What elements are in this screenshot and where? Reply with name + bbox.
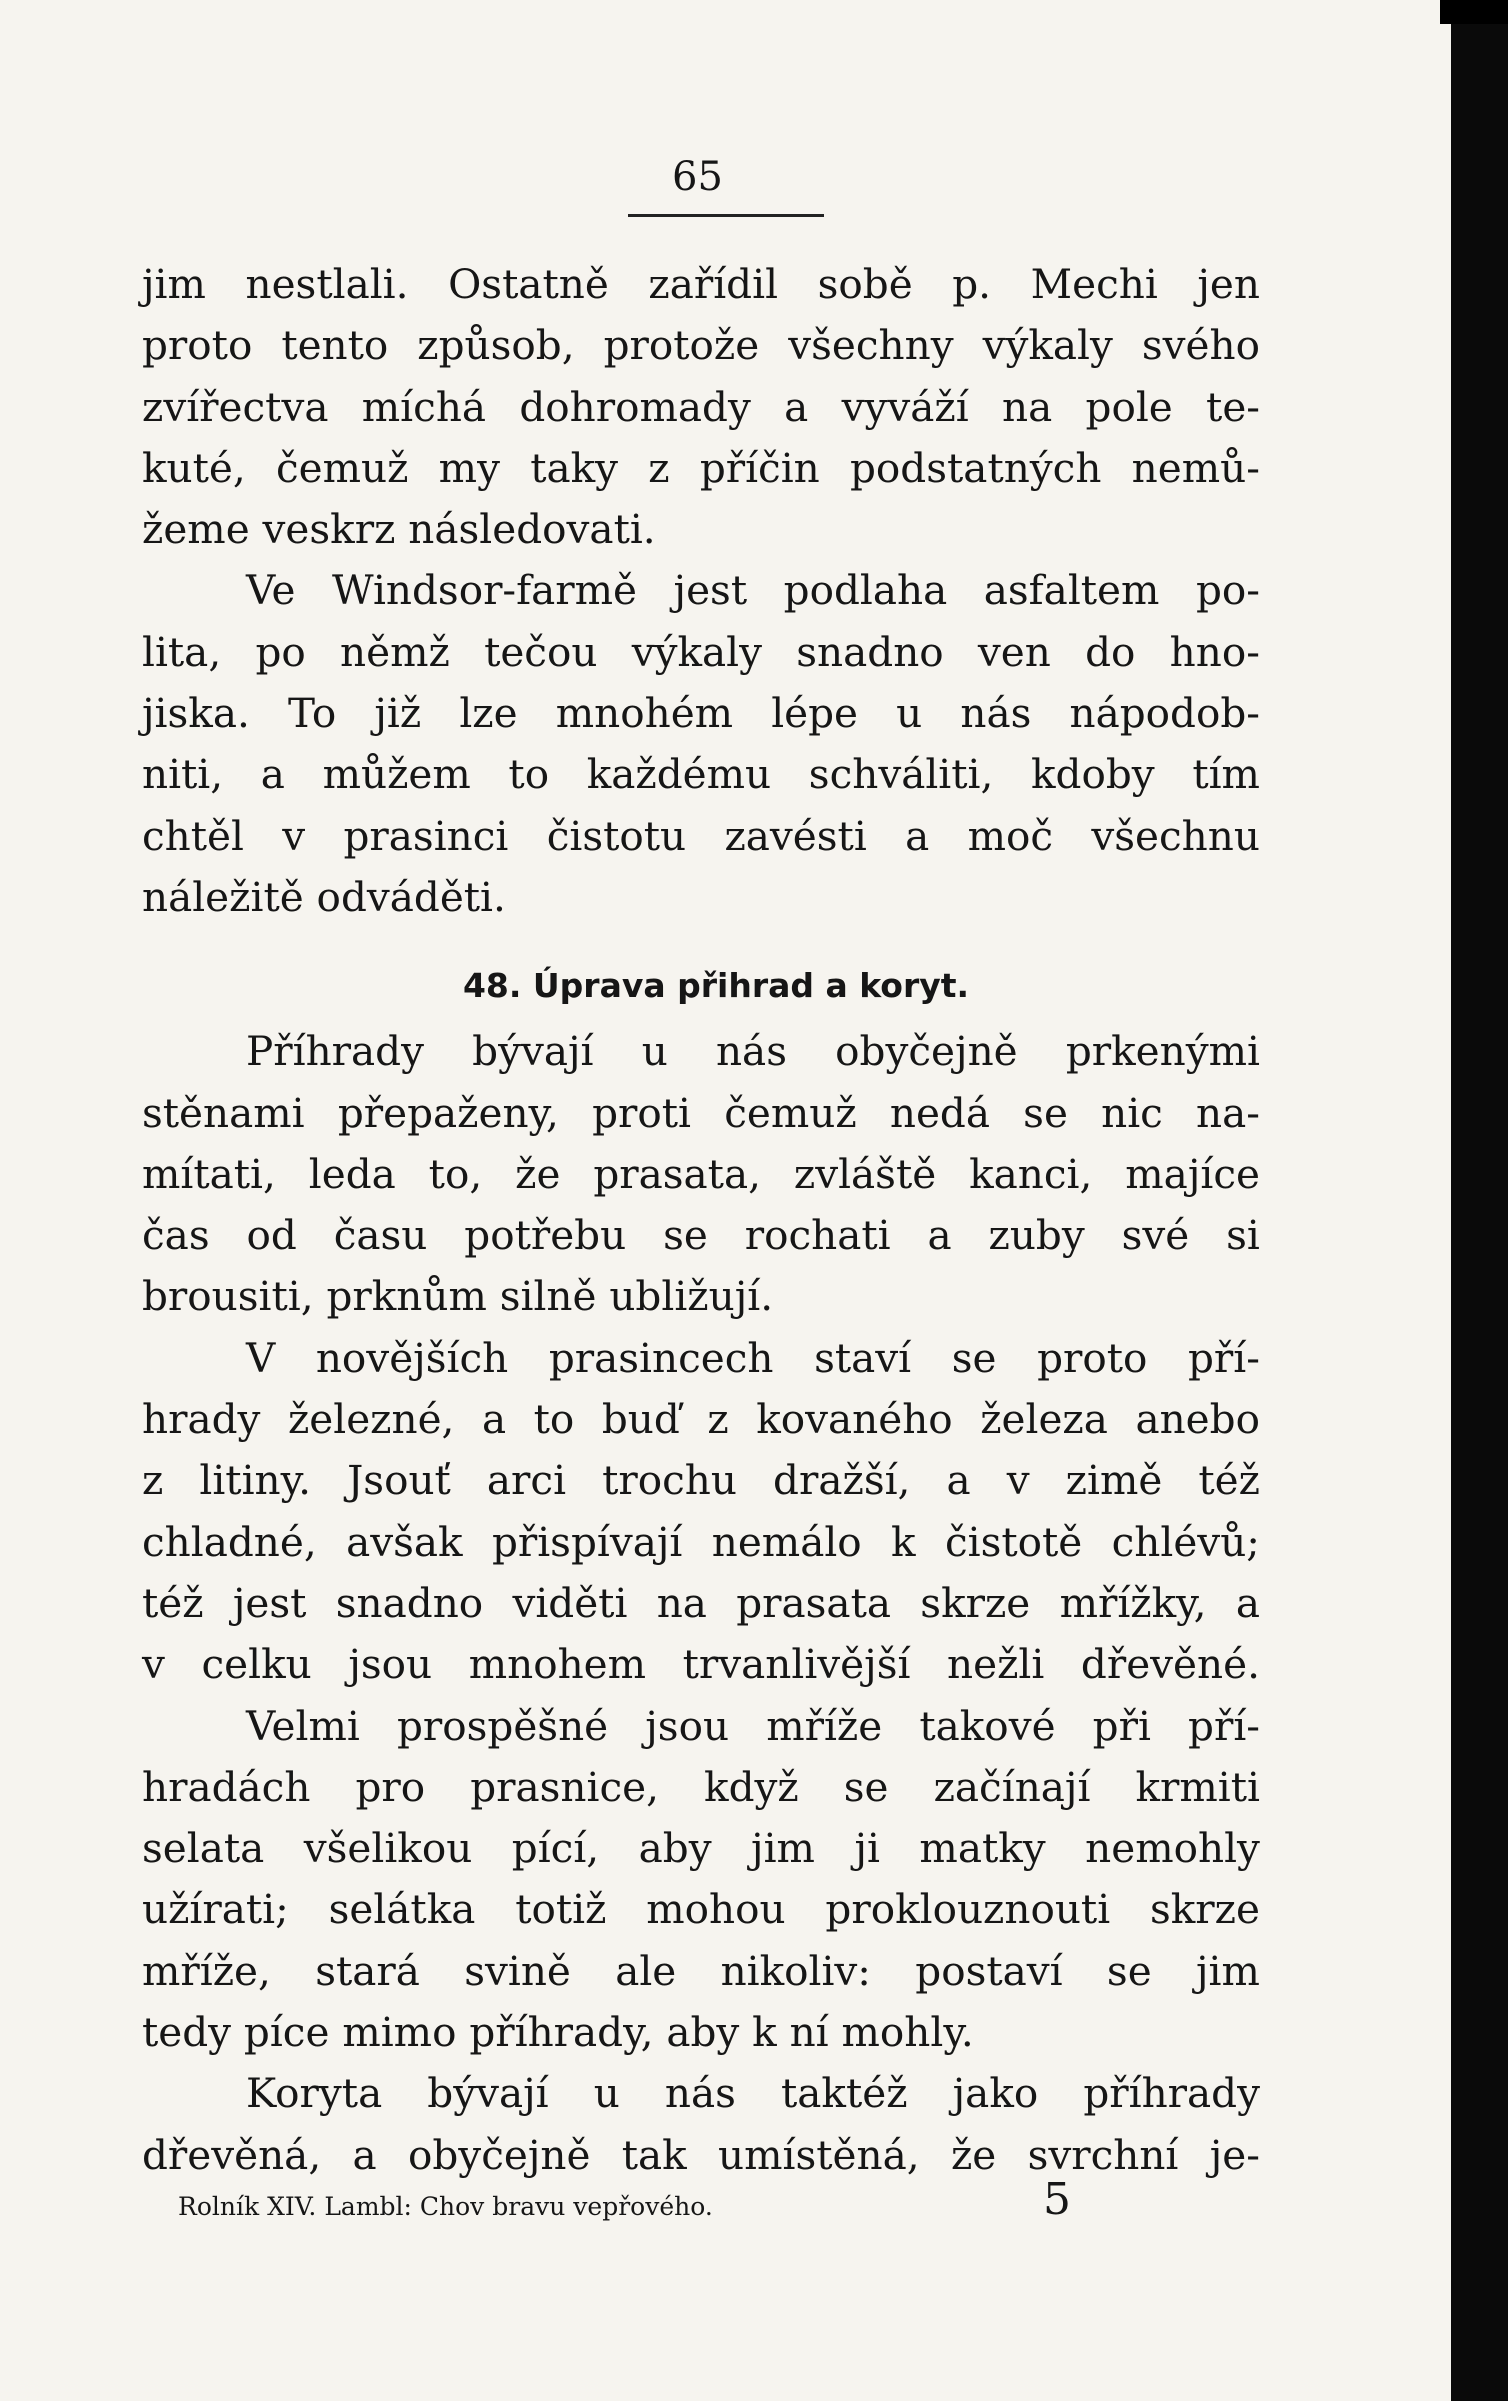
text-line (142, 1818, 1260, 1879)
word: stará (315, 1946, 420, 1995)
word: zavésti (724, 811, 867, 860)
word: Windsor-farmě (332, 566, 637, 615)
signature-mark: 5 (1043, 2174, 1071, 2225)
word: nás (960, 689, 1032, 738)
word: proto (142, 321, 253, 370)
paragraph (142, 2063, 1260, 2186)
word: umístěná, (718, 2130, 920, 2179)
word: nápodob- (1069, 689, 1260, 738)
text-line: tedy píce mimo příhrady, aby k ní mohly. (142, 2008, 974, 2057)
word: můžem (322, 750, 471, 799)
text-line (142, 1328, 1260, 1389)
word: zařídil (648, 260, 779, 308)
word: a (927, 1211, 952, 1260)
text-line (142, 622, 1260, 683)
word: všelikou (303, 1824, 473, 1873)
word: niti, (142, 750, 224, 799)
word: jen (1197, 260, 1260, 308)
word: p. (952, 260, 992, 308)
text-line (142, 806, 1260, 867)
word: příčin (699, 443, 820, 492)
word: po (255, 627, 306, 676)
word: Ostatně (448, 260, 609, 308)
word: sobě (817, 260, 913, 308)
word: se (951, 1333, 997, 1382)
word: dohromady (519, 382, 751, 431)
word: to (508, 750, 550, 799)
word: pící, (511, 1824, 600, 1873)
word: snadno (335, 1578, 484, 1627)
word: výkaly (982, 321, 1113, 370)
word: ji (854, 1824, 880, 1873)
word: obyčejně (835, 1027, 1018, 1076)
word: mříže, (142, 1946, 271, 1995)
word: zvířectva (142, 382, 329, 431)
word: též (1198, 1456, 1260, 1505)
word: lépe (771, 689, 859, 738)
text-line (142, 315, 1260, 376)
word: když (704, 1762, 799, 1811)
text-line (142, 1512, 1260, 1573)
word: asfaltem (983, 566, 1160, 615)
word: se (663, 1211, 708, 1260)
word: avšak (346, 1517, 463, 1566)
word: a (481, 1395, 507, 1444)
word: Ve (246, 566, 296, 615)
text-line: žeme veskrz následovati. (142, 505, 656, 554)
word: kdoby (1031, 750, 1155, 799)
word: se (1023, 1088, 1068, 1137)
word: v (142, 1640, 165, 1689)
word: prasincech (548, 1333, 774, 1382)
word: jest (232, 1578, 307, 1627)
word: že (950, 2130, 997, 2179)
word: potřebu (464, 1211, 627, 1260)
word: Velmi (246, 1701, 360, 1750)
word: bývají (472, 1027, 594, 1076)
word: vyváží (841, 382, 969, 431)
word: na- (1196, 1088, 1260, 1137)
page-number: 65 (672, 154, 723, 200)
word: bývají (427, 2069, 549, 2118)
word: pole (1085, 382, 1173, 431)
text-line (142, 1696, 1260, 1757)
text-line (142, 1879, 1260, 1940)
word: v (282, 811, 306, 860)
text-line (142, 1634, 1260, 1695)
text-line (142, 377, 1260, 438)
text-line (142, 1450, 1260, 1511)
word: u (593, 2069, 620, 2118)
word: proklouznouti (825, 1885, 1111, 1934)
word: jsou (645, 1701, 730, 1750)
word: nedá (889, 1088, 990, 1137)
word: chladné, (142, 1517, 317, 1566)
text-line (142, 560, 1260, 621)
word: užírati; (142, 1885, 289, 1934)
word: přepaženy, (337, 1088, 559, 1137)
word: se (843, 1762, 889, 1811)
word: čistotu (546, 811, 687, 860)
word: a (784, 382, 809, 431)
word: prasata, (593, 1149, 761, 1198)
word: mnohem (468, 1640, 647, 1689)
word: od (246, 1211, 297, 1260)
word: chlévů; (1111, 1517, 1260, 1566)
word: viděti (512, 1578, 628, 1627)
word: u (641, 1027, 668, 1076)
word: do (1085, 627, 1136, 676)
word: a (260, 750, 285, 799)
word: na (656, 1578, 707, 1627)
word: tečou (484, 627, 598, 676)
word: selátka (328, 1885, 476, 1934)
word: to (533, 1395, 575, 1444)
word: mnohém (555, 689, 734, 738)
word: tím (1192, 750, 1260, 799)
word: jest (673, 566, 748, 615)
text-line: náležitě odváděti. (142, 872, 506, 921)
word: zvláště (793, 1149, 937, 1198)
word: trvanlivější (682, 1640, 911, 1689)
word: výkaly (631, 627, 762, 676)
word: čemuž (724, 1088, 857, 1137)
word: Jsouť (347, 1456, 451, 1505)
word: my (438, 443, 500, 492)
word: zimě (1065, 1456, 1163, 1505)
word: a (352, 2130, 377, 2179)
text-line (142, 1941, 1260, 2002)
word: nemohly (1085, 1824, 1260, 1873)
word: z (142, 1456, 164, 1505)
text-line (142, 1021, 1260, 1082)
word: nás (715, 1027, 787, 1076)
word: lze (459, 689, 518, 738)
word: te- (1206, 382, 1260, 431)
text-line (142, 1205, 1260, 1266)
text-line (142, 1573, 1260, 1634)
word: krmiti (1135, 1762, 1260, 1811)
word: čas (142, 1211, 210, 1260)
scan-corner (1440, 0, 1508, 24)
word: proto (1037, 1333, 1148, 1382)
word: všechny (788, 321, 954, 370)
text-line (142, 1144, 1260, 1205)
text-line (142, 438, 1260, 499)
text-line: brousiti, prknům silně ubližují. (142, 1272, 774, 1321)
word: železa (980, 1395, 1108, 1444)
word: chtěl (142, 811, 244, 860)
word: a (946, 1456, 971, 1505)
word: po- (1195, 566, 1260, 615)
word: nemálo (711, 1517, 862, 1566)
word: matky (919, 1824, 1046, 1873)
word: rochati (744, 1211, 891, 1260)
scan-border (1451, 0, 1508, 2401)
word: To (287, 689, 337, 738)
word: arci (486, 1456, 567, 1505)
word: totiž (515, 1885, 607, 1934)
word: protože (603, 321, 760, 370)
word: k (891, 1517, 916, 1566)
word: jsou (348, 1640, 433, 1689)
word: své (1121, 1211, 1190, 1260)
word: nemů- (1131, 443, 1260, 492)
word: trochu (602, 1456, 737, 1505)
word: prospěšné (396, 1701, 609, 1750)
word: novějších (315, 1333, 509, 1382)
word: anebo (1135, 1395, 1260, 1444)
word: selata (142, 1824, 265, 1873)
word: svrchní (1027, 2130, 1179, 2179)
word: majíce (1125, 1149, 1260, 1198)
word: ale (615, 1946, 677, 1995)
word: hrady (142, 1395, 261, 1444)
word: železné, (287, 1395, 455, 1444)
text-line (142, 1389, 1260, 1450)
word: a (905, 811, 930, 860)
word: jim (142, 260, 206, 308)
paragraph (142, 1021, 1260, 1327)
word: každému (586, 750, 772, 799)
text-line (142, 254, 1260, 315)
word: litiny. (199, 1456, 311, 1505)
paragraph (142, 1328, 1260, 1696)
text-line (142, 683, 1260, 744)
word: to, (428, 1149, 483, 1198)
word: tento (281, 321, 389, 370)
word: míchá (361, 382, 487, 431)
paragraph (142, 1696, 1260, 2064)
word: na (1001, 382, 1053, 431)
word: hno- (1169, 627, 1260, 676)
paragraph (142, 254, 1260, 560)
word: svině (464, 1946, 571, 1995)
word: lita, (142, 627, 222, 676)
word: začínají (933, 1762, 1091, 1811)
text-line (142, 2125, 1260, 2186)
word: jako (952, 2069, 1039, 2118)
word: svého (1141, 321, 1260, 370)
word: že (515, 1149, 561, 1198)
word: obyčejně (408, 2130, 591, 2179)
word: taktéž (780, 2069, 908, 2118)
header-rule (628, 214, 824, 217)
word: si (1226, 1211, 1260, 1260)
word: dražší, (773, 1456, 911, 1505)
word: jim (751, 1824, 815, 1873)
word: nikoliv: (720, 1946, 871, 1995)
word: též (142, 1578, 204, 1627)
word: pro (355, 1762, 426, 1811)
word: dřevěná, (142, 2130, 322, 2179)
word: buď (601, 1395, 680, 1444)
word: Mechi (1030, 260, 1158, 308)
text-line (142, 2063, 1260, 2124)
word: podstatných (850, 443, 1102, 492)
word: se (1106, 1946, 1152, 1995)
running-footer: Rolník XIV. Lambl: Chov bravu vepřového. (178, 2192, 713, 2221)
word: staví (814, 1333, 912, 1382)
word: tak (621, 2130, 687, 2179)
word: z (707, 1395, 729, 1444)
word: kuté, (142, 443, 246, 492)
word: nás (664, 2069, 736, 2118)
word: stěnami (142, 1088, 305, 1137)
word: proti (592, 1088, 691, 1137)
word: času (333, 1211, 428, 1260)
word: čistotě (944, 1517, 1083, 1566)
word: již (374, 689, 422, 738)
word: mítati, (142, 1149, 276, 1198)
word: nestlali. (245, 260, 409, 308)
word: Příhrady (246, 1027, 424, 1076)
word: snadno (796, 627, 944, 676)
word: nic (1101, 1088, 1163, 1137)
word: prkenými (1065, 1027, 1260, 1076)
word: prasnice, (470, 1762, 659, 1811)
word: mřížky, (1059, 1578, 1207, 1627)
word: ven (977, 627, 1051, 676)
word: skrze (1149, 1885, 1260, 1934)
word: postaví (915, 1946, 1063, 1995)
word: přispívají (491, 1517, 683, 1566)
word: taky (530, 443, 619, 492)
word: celku (201, 1640, 312, 1689)
word: takové (919, 1701, 1056, 1750)
word: V (246, 1333, 276, 1382)
word: podlaha (783, 566, 948, 615)
word: jiska. (142, 689, 250, 738)
section-heading: 48. Úprava přihrad a koryt. (462, 966, 970, 1006)
word: nežli (947, 1640, 1045, 1689)
text-line (142, 744, 1260, 805)
page-text (142, 254, 1260, 2186)
word: kovaného (756, 1395, 953, 1444)
word: u (896, 689, 923, 738)
word: hradách (142, 1762, 311, 1811)
word: skrze (920, 1578, 1031, 1627)
word: všechnu (1091, 811, 1260, 860)
word: leda (308, 1149, 396, 1198)
text-line (142, 1083, 1260, 1144)
word: a (1235, 1578, 1260, 1627)
word: při (1092, 1701, 1151, 1750)
word: prasata (736, 1578, 891, 1627)
word: prasinci (343, 811, 509, 860)
word: němž (340, 627, 450, 676)
word: mohou (646, 1885, 786, 1934)
word: Koryta (246, 2069, 383, 2118)
word: schváliti, (808, 750, 994, 799)
text-line (142, 1757, 1260, 1818)
paragraph (142, 560, 1260, 928)
word: pří- (1188, 1701, 1260, 1750)
word: zuby (988, 1211, 1085, 1260)
word: z (648, 443, 670, 492)
word: v (1006, 1456, 1030, 1505)
word: pří- (1188, 1333, 1260, 1382)
word: dřevěné. (1080, 1640, 1260, 1689)
word: mříže (766, 1701, 883, 1750)
word: moč (967, 811, 1054, 860)
word: jim (1195, 1946, 1260, 1995)
word: aby (638, 1824, 712, 1873)
word: kanci, (969, 1149, 1093, 1198)
word: způsob, (417, 321, 575, 370)
word: čemuž (275, 443, 409, 492)
word: je- (1209, 2130, 1260, 2179)
word: příhrady (1083, 2069, 1260, 2118)
